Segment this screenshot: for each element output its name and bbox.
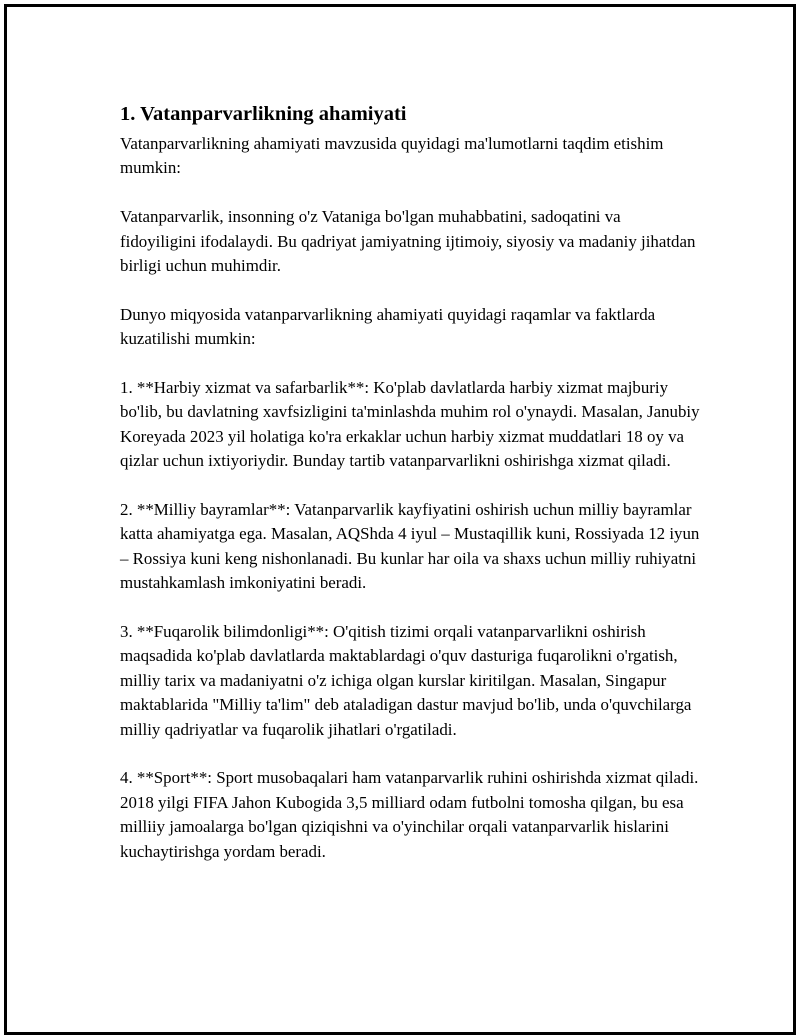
section-heading: 1. Vatanparvarlikning ahamiyati [120,103,407,125]
intro-paragraph: Vatanparvarlikning ahamiyati mavzusida quyidagi ma'lumotlarni taqdim etishim mumkin: [120,134,664,178]
document-page [4,4,796,1035]
list-item-sport: 4. **Sport**: Sport musobaqalari ham vatanparvarlik ruhini oshirishda xizmat qiladi. 2018 yilgi FIFA Jahon Kubogida 3,5 milliard odam futbolni tomosha qilgan, bu esa milliiy jamoalarga bo'lgan qiziqishni va o'yinchilar orqali vatanparvarlik hislarini kuchaytirishga yordam beradi. [120,768,699,861]
list-item-military-service: 1. **Harbiy xizmat va safarbarlik**: Ko'plab davlatlarda harbiy xizmat majburiy bo'lib, bu davlatning xavfsizligini ta'minlashda muhim rol o'ynaydi. Masalan, Janubiy Koreyada 2023 yil holatiga ko'ra erkaklar uchun harbiy xizmat muddatlari 18 oy va qizlar uchun ixtiyoriydir. Bunday tartib vatanparvarlikni oshirishga xizmat qiladi. [120,378,700,471]
document-body [120,100,700,888]
definition-paragraph: Vatanparvarlik, insonning o'z Vataniga bo'lgan muhabbatini, sadoqatini va fidoyiligini ifodalaydi. Bu qadriyat jamiyatning ijtimoiy, siyosiy va madaniy jihatdan birligi uchun muhimdir. [120,207,696,276]
list-item-national-holidays: 2. **Milliy bayramlar**: Vatanparvarlik kayfiyatini oshirish uchun milliy bayramlar katta ahamiyatga ega. Masalan, AQShda 4 iyul – Mustaqillik kuni, Rossiyada 12 iyun – Rossiya kuni keng nishonlanadi. Bu kunlar har oila va shaxs uchun milliy ruhiyatni mustahkamlash imkoniyatini beradi. [120,500,700,593]
list-item-civic-education: 3. **Fuqarolik bilimdonligi**: O'qitish tizimi orqali vatanparvarlikni oshirish maqsadida ko'plab davlatlarda maktablardagi o'quv dasturiga fuqarolikni o'rgatish, milliy tarix va madaniyatni o'z ichiga olgan kurslar kiritilgan. Masalan, Singapur maktablarida "Milliy ta'lim" deb ataladigan dastur mavjud bo'lib, unda o'quvchilarga milliy qadriyatlar va fuqarolik jihatlari o'rgatiladi. [120,622,692,739]
global-facts-paragraph: Dunyo miqyosida vatanparvarlikning ahamiyati quyidagi raqamlar va faktlarda kuzatilishi mumkin: [120,304,656,349]
